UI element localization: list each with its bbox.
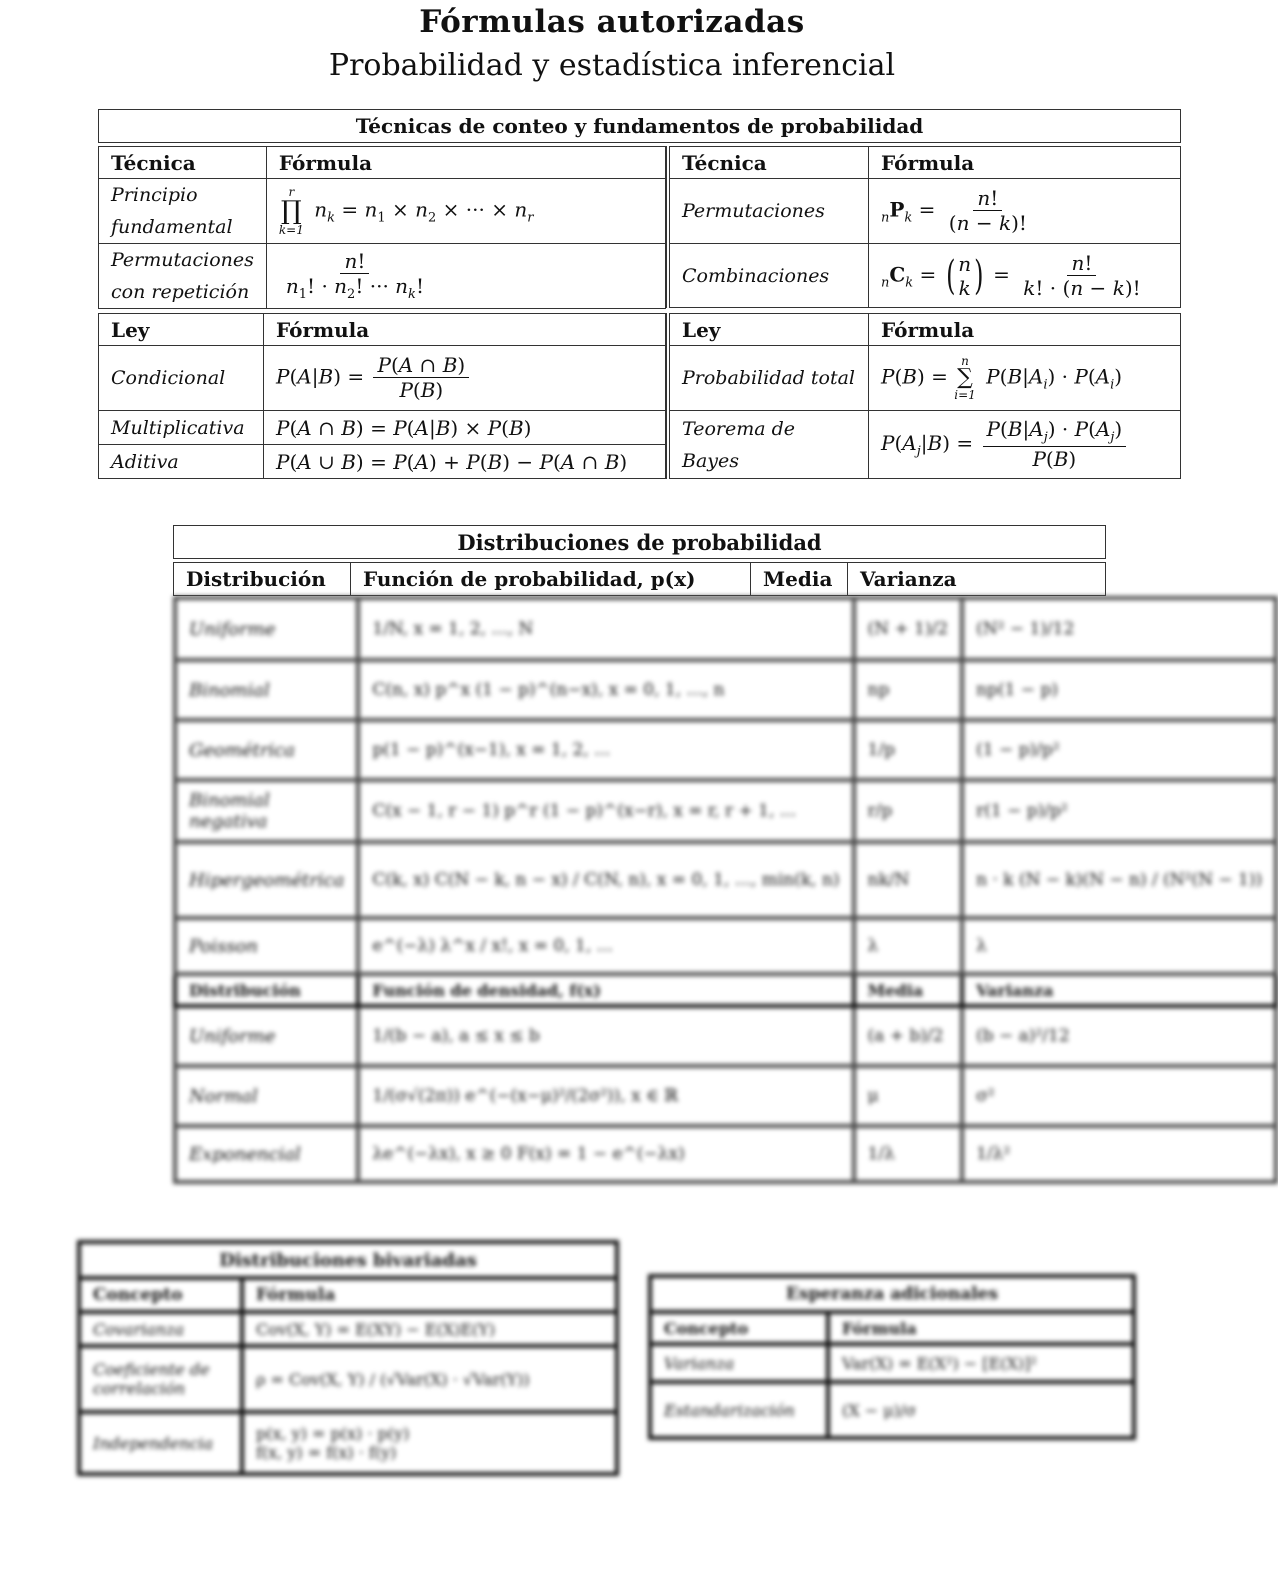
distribution-pdf: 1/(σ√(2π)) e^(−(x−μ)²/(2σ²)), x ∈ ℝ <box>358 1066 853 1126</box>
concept-name: Estandarización <box>650 1382 828 1438</box>
col-header-concepto: Concepto <box>79 1278 242 1312</box>
distribution-variance: (1 − p)/p² <box>962 720 1276 780</box>
concept-name: Coeficiente de correlación <box>79 1346 242 1412</box>
table-row <box>668 411 1181 479</box>
concept-formula: ρ = Cov(X, Y) / (√Var(X) · √Var(Y)) <box>242 1346 617 1412</box>
distribution-variance: np(1 − p) <box>962 660 1276 720</box>
distribution-name: Binomial <box>175 660 358 720</box>
formula-multiplicativa: P(A ∩ B) = P(A|B) × P(B) <box>264 411 666 445</box>
col-header-tecnica: Técnica <box>99 147 267 179</box>
col-header-varianza: Varianza <box>848 563 1106 596</box>
distribution-mean: (a + b)/2 <box>854 1006 963 1066</box>
distributions-header-table <box>173 562 1106 596</box>
table-row <box>99 346 666 411</box>
formula-principio-fundamental: r ∏ k=1 $n_k = n_1 \times n_2$ × ··· × $n_r$ <box>266 179 665 244</box>
col-header-formula: Fórmula <box>869 314 1181 346</box>
formula-probabilidad-total: P(B) = n ∑ i=1 $P(B|A_i) \cdot P(A_i)$ <box>869 346 1181 411</box>
col-header-distribucion: Distribución <box>174 563 351 596</box>
law-name: Multiplicativa <box>99 411 264 445</box>
col-header-formula: Fórmula <box>242 1278 617 1312</box>
table-row <box>668 179 1181 244</box>
distribution-pdf: λe^(−λx), x ≥ 0 F(x) = 1 − e^(−λx) <box>358 1126 853 1182</box>
distribution-variance: n · k (N − k)(N − n) / (N²(N − 1)) <box>962 842 1276 918</box>
distribution-pdf: 1/(b − a), a ≤ x ≤ b <box>358 1006 853 1066</box>
distributions-caption: Distribuciones de probabilidad <box>174 526 1106 559</box>
distribution-pmf: C(k, x) C(N − k, n − x) / C(N, n), x = 0, 1, ..., min(k, n) <box>358 842 853 918</box>
extra-table <box>648 1274 1136 1440</box>
table-row <box>175 842 1276 918</box>
technique-name: Permutaciones con repetición <box>99 244 267 309</box>
table-row <box>668 346 1181 411</box>
concept-formula: (X − μ)/σ <box>828 1382 1134 1438</box>
distribution-mean: nk/N <box>854 842 963 918</box>
distributions-caption-table <box>173 525 1106 559</box>
joint-caption: Distribuciones bivariadas <box>79 1242 617 1278</box>
distribution-name: Uniforme <box>175 1006 358 1066</box>
law-name: Condicional <box>99 346 264 411</box>
counting-right-table <box>666 146 1181 308</box>
formula-permutaciones: $_nP_k$ = $\frac{n!}{(n - k)!}$ <box>869 179 1181 244</box>
distribution-name: Geométrica <box>175 720 358 780</box>
laws-left-table <box>98 313 666 479</box>
distribution-pmf: e^(−λ) λ^x / x!, x = 0, 1, ... <box>358 918 853 974</box>
col-header-ley: Ley <box>99 314 264 346</box>
distribution-variance: r(1 − p)/p² <box>962 780 1276 842</box>
law-name: Teorema de Bayes <box>668 411 869 479</box>
distribution-variance: λ <box>962 918 1276 974</box>
formula-permutaciones-repeticion: $\frac{n!}{n_1! \cdot n_2! \cdot\cdot\cdot n_k!}$ <box>266 244 665 309</box>
formula-bayes: $P(A_j|B)$ = $\frac{P(B|A_j) \cdot P(A_j)}{P(B)}$ <box>869 411 1181 479</box>
table-row <box>650 1344 1134 1382</box>
col-header-concepto: Concepto <box>650 1312 828 1344</box>
table-row <box>650 1382 1134 1438</box>
distribution-variance: (N² − 1)/12 <box>962 598 1276 660</box>
distribution-pmf: p(1 − p)^(x−1), x = 1, 2, ... <box>358 720 853 780</box>
distribution-name: Exponencial <box>175 1126 358 1182</box>
col-header-ley: Ley <box>668 314 869 346</box>
table-row <box>99 179 666 244</box>
concept-name: Varianza <box>650 1344 828 1382</box>
col-header-funcion-densidad: Función de densidad, f(x) <box>358 974 853 1006</box>
distribution-mean: 1/λ <box>854 1126 963 1182</box>
concept-formula: Cov(X, Y) = E(XY) − E(X)E(Y) <box>242 1312 617 1346</box>
distribution-pmf: C(n, x) p^x (1 − p)^(n−x), x = 0, 1, ..., n <box>358 660 853 720</box>
col-header-tecnica: Técnica <box>668 147 869 179</box>
distribution-variance: σ² <box>962 1066 1276 1126</box>
col-header-varianza: Varianza <box>962 974 1276 1006</box>
technique-name: Principio fundamental <box>99 179 267 244</box>
law-name: Probabilidad total <box>668 346 869 411</box>
table-row <box>175 918 1276 974</box>
table-row <box>99 244 666 309</box>
col-header-formula: Fórmula <box>869 147 1181 179</box>
distribution-variance: (b − a)²/12 <box>962 1006 1276 1066</box>
page-title: Fórmulas autorizadas <box>419 4 805 40</box>
distribution-mean: μ <box>854 1066 963 1126</box>
col-header-formula: Fórmula <box>264 314 666 346</box>
distribution-mean: 1/p <box>854 720 963 780</box>
table-row <box>175 720 1276 780</box>
distribution-pmf: 1/N, x = 1, 2, ..., N <box>358 598 853 660</box>
laws-right-table <box>666 313 1181 479</box>
distribution-name: Normal <box>175 1066 358 1126</box>
distribution-name: Binomial negativa <box>175 780 358 842</box>
distribution-pmf: C(x − 1, r − 1) p^r (1 − p)^(x−r), x = r, r + 1, ... <box>358 780 853 842</box>
distribution-mean: λ <box>854 918 963 974</box>
concept-name: Independencia <box>79 1412 242 1474</box>
formula-condicional: P(A|B) = $\frac{P(A \cap B)}{P(B)}$ <box>264 346 666 411</box>
continuous-header-row <box>175 974 1276 1006</box>
counting-caption-table <box>98 109 1181 143</box>
distribution-mean: (N + 1)/2 <box>854 598 963 660</box>
distribution-mean: r/p <box>854 780 963 842</box>
col-header-media: Media <box>854 974 963 1006</box>
extra-caption: Esperanza adicionales <box>650 1276 1134 1312</box>
formula-combinaciones: $_nC_k$ = ( n k ) = $\frac{n!}{k! \cdot (n - k)!}$ <box>869 244 1181 308</box>
table-row <box>79 1346 617 1412</box>
distribution-name: Uniforme <box>175 598 358 660</box>
table-row <box>668 244 1181 308</box>
col-header-media: Media <box>751 563 848 596</box>
law-name: Aditiva <box>99 445 264 479</box>
technique-name: Combinaciones <box>668 244 869 308</box>
concept-name: Covarianza <box>79 1312 242 1346</box>
table-row <box>79 1412 617 1474</box>
table-row <box>99 411 666 445</box>
table-row <box>79 1312 617 1346</box>
col-header-formula: Fórmula <box>828 1312 1134 1344</box>
table-row <box>175 1006 1276 1066</box>
table-row <box>175 1066 1276 1126</box>
table-row <box>99 445 666 479</box>
concept-formula: Var(X) = E(X²) − [E(X)]² <box>828 1344 1134 1382</box>
distribution-mean: np <box>854 660 963 720</box>
distribution-name: Hipergeométrica <box>175 842 358 918</box>
distribution-variance: 1/λ² <box>962 1126 1276 1182</box>
distributions-body-table <box>173 596 1278 1184</box>
table-row <box>175 780 1276 842</box>
joint-table <box>77 1240 619 1476</box>
page-subtitle: Probabilidad y estadística inferencial <box>328 48 896 83</box>
concept-formula: p(x, y) = p(x) · p(y) f(x, y) = f(x) · f(y) <box>242 1412 617 1474</box>
col-header-formula: Fórmula <box>266 147 665 179</box>
distribution-name: Poisson <box>175 918 358 974</box>
formula-aditiva: P(A ∪ B) = P(A) + P(B) − P(A ∩ B) <box>264 445 666 479</box>
table-row <box>175 660 1276 720</box>
col-header-distribucion: Distribución <box>175 974 358 1006</box>
technique-name: Permutaciones <box>668 179 869 244</box>
counting-left-table <box>98 146 666 309</box>
table-row <box>175 598 1276 660</box>
table-row <box>175 1126 1276 1182</box>
col-header-funcion: Función de probabilidad, p(x) <box>351 563 751 596</box>
counting-caption: Técnicas de conteo y fundamentos de probabilidad <box>99 110 1181 143</box>
